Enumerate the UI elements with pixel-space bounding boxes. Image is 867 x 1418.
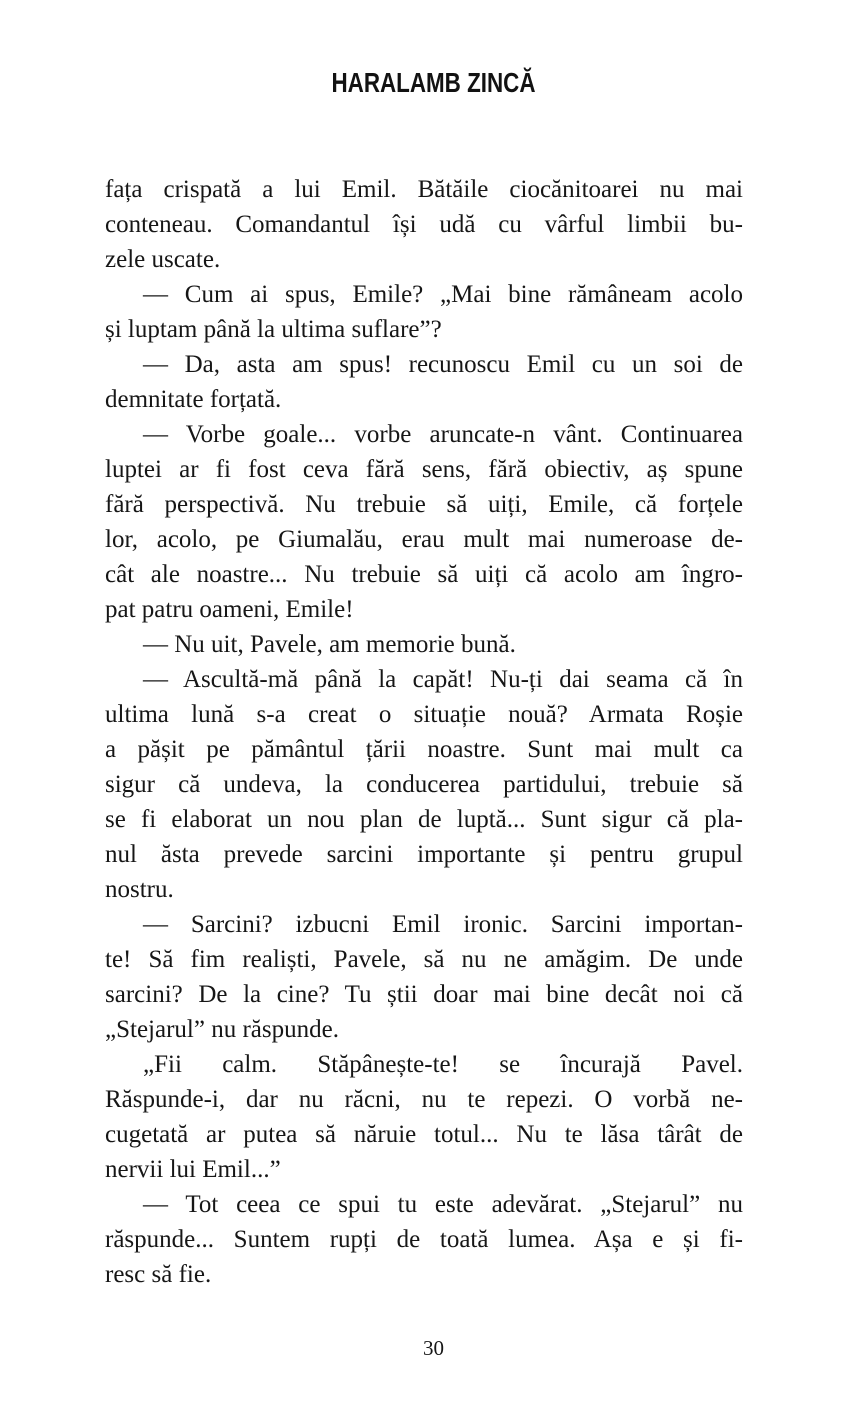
text-line: și luptam până la ultima suflare”? (105, 316, 442, 343)
paragraph (105, 172, 743, 277)
text-line: sarcini? De la cine? Tu știi doar mai bine decât noi că (105, 981, 743, 1008)
text-line: Răspunde-i, dar nu răcni, nu te repezi. O vorbă ne- (105, 1086, 743, 1113)
paragraph (105, 1047, 743, 1187)
text-line: te! Să fim realiști, Pavele, să nu ne amăgim. De unde (105, 946, 743, 973)
text-line: — Tot ceea ce spui tu este adevărat. „Stejarul” nu (143, 1191, 743, 1218)
paragraph (105, 347, 743, 417)
text-line: — Nu uit, Pavele, am memorie bună. (143, 631, 516, 658)
running-header-author: HARALAMB ZINCĂ (331, 67, 536, 98)
text-line: resc să fie. (105, 1261, 212, 1288)
text-line: fără perspectivă. Nu trebuie să uiți, Emile, că forțele (105, 491, 743, 518)
text-line: — Da, asta am spus! recunoscu Emil cu un soi de (143, 351, 743, 378)
paragraph (105, 627, 743, 662)
text-line: cugetată ar putea să năruie totul... Nu te lăsa târât de (105, 1121, 743, 1148)
text-line: fața crispată a lui Emil. Bătăile ciocănitoarei nu mai (105, 176, 743, 203)
text-line: nervii lui Emil...” (105, 1156, 281, 1183)
paragraph (105, 662, 743, 907)
text-line: — Cum ai spus, Emile? „Mai bine rămâneam acolo (143, 281, 743, 308)
page-body (105, 172, 743, 1292)
text-line: nostru. (105, 876, 174, 903)
text-line: — Ascultă-mă până la capăt! Nu-ți dai seama că în (143, 666, 743, 693)
text-line: „Stejarul” nu răspunde. (105, 1016, 339, 1043)
text-line: — Vorbe goale... vorbe aruncate-n vânt. Continuarea (143, 421, 743, 448)
text-line: pat patru oameni, Emile! (105, 596, 354, 623)
paragraph (105, 417, 743, 627)
text-line: răspunde... Suntem rupți de toată lumea. Așa e și fi- (105, 1226, 743, 1253)
page-number: 30 (423, 1336, 444, 1360)
text-line: demnitate forțată. (105, 386, 282, 413)
text-line: conteneau. Comandantul își udă cu vârful limbii bu- (105, 211, 743, 238)
paragraph (105, 1187, 743, 1292)
paragraph (105, 277, 743, 347)
text-line: cât ale noastre... Nu trebuie să uiți că acolo am îngro- (105, 561, 743, 588)
text-line: lor, acolo, pe Giumalău, erau mult mai numeroase de- (105, 526, 743, 553)
text-line: a pășit pe pământul țării noastre. Sunt mai mult ca (105, 736, 743, 763)
text-line: luptei ar fi fost ceva fără sens, fără obiectiv, aș spune (105, 456, 743, 483)
text-line: zele uscate. (105, 246, 221, 273)
text-line: — Sarcini? izbucni Emil ironic. Sarcini importan- (143, 911, 743, 938)
paragraph (105, 907, 743, 1047)
text-line: sigur că undeva, la conducerea partidului, trebuie să (105, 771, 743, 798)
text-line: „Fii calm. Stăpânește-te! se încurajă Pavel. (143, 1051, 743, 1078)
text-line: ultima lună s-a creat o situație nouă? Armata Roșie (105, 701, 743, 728)
text-line: nul ăsta prevede sarcini importante și pentru grupul (105, 841, 743, 868)
text-line: se fi elaborat un nou plan de luptă... Sunt sigur că pla- (105, 806, 743, 833)
